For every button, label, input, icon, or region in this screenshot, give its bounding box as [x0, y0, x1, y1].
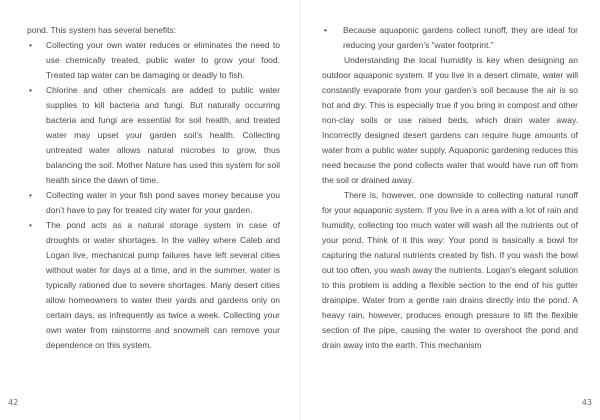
- left-page-text-column: [27, 23, 280, 353]
- benefits-list: [27, 38, 280, 353]
- list-item-text: The pond acts as a natural storage system in case of droughts or water shortages. In the valley where Caleb and Logan live, mechanical pump failures have left several cities without water for days at a time, and in the summer, water is typically rationed due to severe shortages. Many desert cities allow homeowners to water their yards and gardens only on certain days, as infrequently as twice a week. Collecting your own water from rainstorms and snowmelt can remove your dependence on this system.: [46, 220, 280, 350]
- list-item-text: Collecting your own water reduces or eliminates the need to use chemically treated, public water to grow your food. Treated tap water can be damaging or deadly to fish.: [46, 40, 280, 80]
- humidity-paragraph: Understanding the local humidity is key when designing an outdoor aquaponic system. If you live in a desert climate, water will constantly evaporate from your garden’s soil because the air is so hot and dry. This is especially true if you bring in compost and other non-clay soils or use raised beds, which drain water away. Incorrectly designed desert gardens can require huge amounts of water from a public water supply. Aquaponic gardening reduces this need because the pond collects water that would have run off from the soil or drained away.: [322, 55, 578, 185]
- runoff-downside-paragraph: There is, however, one downside to collecting natural runoff for your aquaponic system. If you live in a area with a lot of rain and humidity, collecting too much water will wash all the nutrients out of your pond. Think of it this way: Your pond is basically a bowl for capturing the natural nutrients created by fish. If you wash the bowl out too often, you wash away the nutrients. Logan’s elegant solution to this problem is adding a flexible section to the end of his gutter drainpipe. Water from a gentle rain drains directly into the pond. A heavy rain, however, produces enough pressure to lift the flexible section of the pipe, causing the water to overshoot the pond and drain away into the earth. This mechanism: [322, 190, 578, 350]
- list-item-text: Collecting water in your fish pond saves money because you don’t have to pay for treated city water for your garden.: [46, 190, 280, 215]
- intro-paragraph: pond. This system has several benefits:: [27, 25, 177, 35]
- benefits-list-continued: [322, 23, 578, 53]
- right-page-number: 43: [581, 398, 592, 407]
- bullet-icon: •: [324, 25, 327, 35]
- list-item: [27, 38, 280, 83]
- left-page-number: 42: [8, 398, 19, 407]
- list-item: [27, 188, 280, 218]
- list-item-text: Chlorine and other chemicals are added to public water supplies to kill bacteria and fungi. But naturally occurring bacteria and fungi are essential for soil health, and treated water may upset your garden soil’s health. Collecting untreated water allows natural microbes to grow, thus balancing the soil. Mother Nature has used this system for soil health since the dawn of time.: [46, 85, 280, 185]
- bullet-icon: •: [29, 40, 32, 50]
- list-item-text: Because aquaponic gardens collect runoff, they are ideal for reducing your garden’s “water footprint.”: [343, 25, 578, 50]
- bullet-icon: •: [29, 190, 32, 200]
- list-item: [27, 218, 280, 353]
- right-page-text-column: [322, 23, 578, 353]
- bullet-icon: •: [29, 220, 32, 230]
- right-page: [300, 0, 600, 420]
- list-item: [27, 83, 280, 188]
- bullet-icon: •: [29, 85, 32, 95]
- list-item: [322, 23, 578, 53]
